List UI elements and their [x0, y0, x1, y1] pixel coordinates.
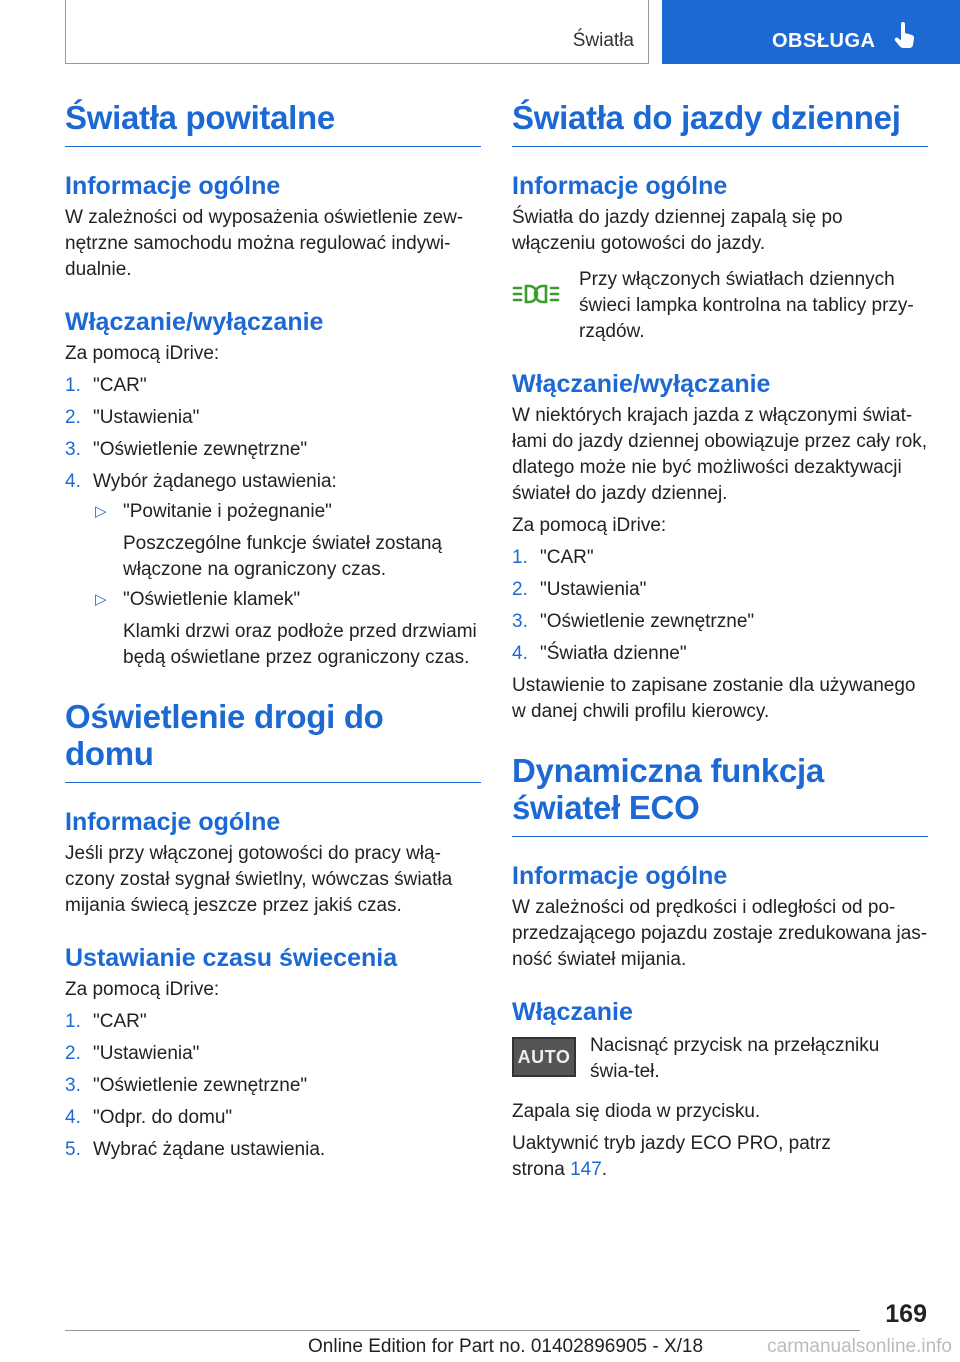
subheading-set-duration: Ustawianie czasu świecenia: [65, 943, 398, 972]
heading-welcome-lights: Światła powitalne: [65, 100, 481, 147]
daytime-running-light-indicator-icon: [512, 283, 560, 305]
list-item: 3. "Oświetlenie zewnętrzne": [65, 1074, 308, 1096]
list-item: 2. "Ustawienia": [65, 1042, 200, 1064]
list-item: 5. Wybrać żądane ustawienia.: [65, 1138, 326, 1160]
list-item: 4. Wybór żądanego ustawienia: ▷ "Powitanie i pożegnanie" Poszczególne funkcje świateł zostaną włączone na ograniczony czas. ▷ "Oświetlenie klamek" Klamki drzwi oraz podłoże przed drzwiami będą oświetlane przez ograniczony czas.: [65, 469, 481, 671]
steps-list-welcome: [65, 373, 481, 671]
list-item: 2. "Ustawienia": [65, 407, 200, 429]
steps-list-daytime: [512, 545, 928, 667]
sub-options-list: [93, 499, 481, 671]
heading-daytime-lights: Światła do jazdy dziennej: [512, 100, 928, 147]
pointing-hand-icon: [894, 22, 916, 50]
paragraph-indicator-note: Przy włączonych światłach dziennych świeci lampka kontrolna na tablicy przy-rządów.: [579, 269, 914, 343]
paragraph-eco-info: W zależności od prędkości i odległości od po-przedzającego pojazdu zostaje zredukowana jas-ność świateł mijania.: [512, 896, 928, 970]
list-item: 4. "Odpr. do domu": [65, 1106, 233, 1128]
paragraph-welcome-info: W zależności od wyposażenia oświetlenie zew-nętrzne samochodu można regulować indywi-dualnie.: [65, 207, 464, 281]
page-reference-link[interactable]: 147: [570, 1158, 602, 1180]
list-item: 3. "Oświetlenie zewnętrzne": [65, 439, 308, 461]
footer-edition: Online Edition for Part no. 01402896905 - X/18: [308, 1336, 704, 1357]
list-item: 1. "CAR": [65, 1010, 147, 1032]
paragraph-idrive-1: Za pomocą iDrive:: [65, 343, 220, 365]
paragraph-profile-note: Ustawienie to zapisane zostanie dla używanego w danej chwili profilu kierowcy.: [512, 675, 916, 723]
header-section-title: Światła: [572, 30, 634, 51]
subheading-on-off-1: Włączanie/wyłączanie: [65, 308, 324, 337]
left-column: [65, 100, 481, 1169]
indicator-note: [512, 267, 928, 345]
auto-button-note: [512, 1033, 928, 1085]
paragraph-press-button: Nacisnąć przycisk na przełączniku świa-teł.: [590, 1034, 880, 1082]
steps-list-follow-me: [65, 1009, 481, 1163]
subheading-general-info-2: Informacje ogólne: [65, 807, 281, 836]
right-column: [512, 100, 928, 1189]
paragraph-idrive-3: Za pomocą iDrive:: [512, 515, 667, 537]
header-section-tab: [65, 0, 649, 64]
subheading-switch-on: Włączanie: [512, 997, 633, 1026]
paragraph-idrive-2: Za pomocą iDrive:: [65, 978, 220, 1000]
triangle-bullet-icon: ▷: [95, 591, 107, 609]
auto-button-icon: AUTO: [512, 1037, 576, 1077]
list-item: 2. "Ustawienia": [512, 579, 647, 601]
footer-divider: [65, 1330, 860, 1331]
heading-follow-me-home: Oświetlenie drogi do domu: [65, 699, 481, 783]
subheading-general-info-1: Informacje ogólne: [65, 172, 281, 201]
header-chapter-tab: [662, 0, 960, 64]
page-number: 169: [885, 1300, 927, 1328]
paragraph-eco-pro-ref: Uaktywnić tryb jazdy ECO PRO, patrz strona 147.: [512, 1132, 831, 1180]
subheading-general-info-4: Informacje ogólne: [512, 861, 728, 890]
list-item: ▷ "Powitanie i pożegnanie" Poszczególne funkcje świateł zostaną włączone na ograniczony czas.: [93, 499, 481, 583]
watermark: carmanualsonline.info: [767, 1336, 952, 1357]
list-item: ▷ "Oświetlenie klamek" Klamki drzwi oraz podłoże przed drzwiami będą oświetlane przez ograniczony czas.: [93, 587, 481, 671]
heading-eco-light-function: Dynamiczna funkcja świateł ECO: [512, 753, 928, 837]
subheading-on-off-2: Włączanie/wyłączanie: [512, 370, 771, 399]
triangle-bullet-icon: ▷: [95, 503, 107, 521]
paragraph-led-note: Zapala się dioda w przycisku.: [512, 1100, 761, 1122]
list-item: 4. "Światła dzienne": [512, 643, 687, 665]
list-item: 1. "CAR": [65, 375, 147, 397]
option-description: Poszczególne funkcje świateł zostaną włączone na ograniczony czas.: [123, 533, 442, 581]
option-description: Klamki drzwi oraz podłoże przed drzwiami będą oświetlane przez ograniczony czas.: [123, 621, 477, 669]
list-item: 1. "CAR": [512, 547, 594, 569]
list-item: 3. "Oświetlenie zewnętrzne": [512, 611, 755, 633]
paragraph-daytime-info: Światła do jazdy dziennej zapalą się po włączeniu gotowości do jazdy.: [512, 207, 843, 255]
paragraph-daytime-regulation: W niektórych krajach jazda z włączonymi świat-łami do jazdy dziennej obowiązuje przez cały rok, dlatego może nie być możliwości dezaktywacji świateł do jazdy dziennej.: [512, 405, 928, 505]
subheading-general-info-3: Informacje ogólne: [512, 172, 728, 201]
paragraph-follow-me-info: Jeśli przy włączonej gotowości do pracy włą-czony został sygnał świetlny, wówczas światła mijania świecą jeszcze przez jakiś czas.: [65, 842, 453, 916]
header-chapter-label: OBSŁUGA: [772, 30, 876, 52]
